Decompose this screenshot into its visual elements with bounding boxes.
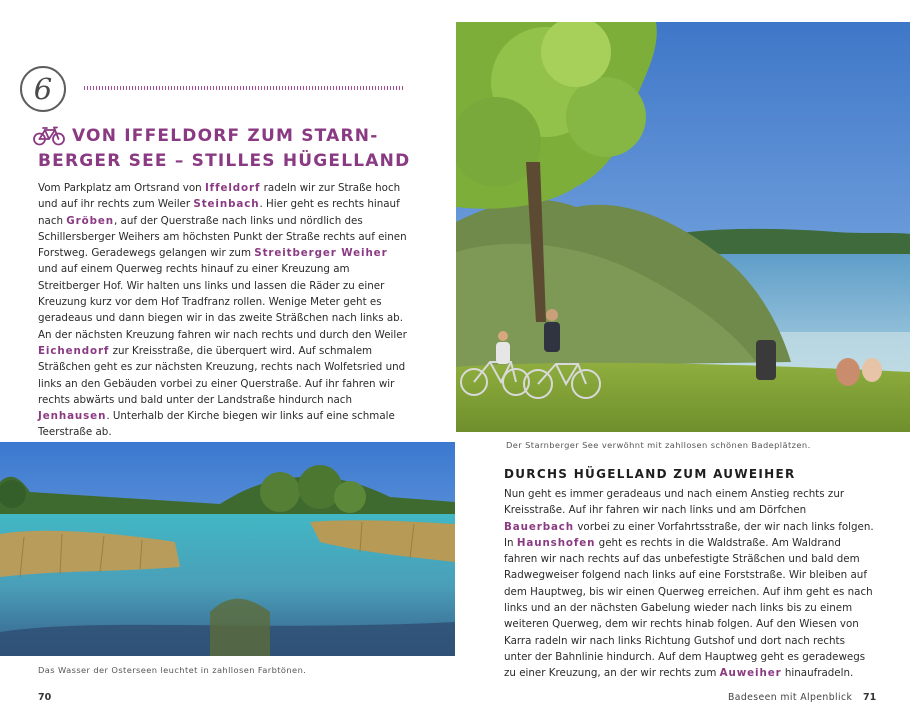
place-name: Gröben — [66, 214, 114, 227]
running-head: Badeseen mit Alpenblick — [728, 692, 853, 703]
place-name: Steinbach — [193, 198, 260, 211]
text-run: zur Kreisstraße, die überquert wird. Auf schmalem Sträßchen geht es zur nächsten Kreuzung, rechts nach Wolfetsried und links an den Gebäuden vorbei zu einer Querstraße. Auf ihr fahren wir rechts abwärts und bald unter der Landstraße hindurch nach — [38, 344, 406, 406]
place-name: Streitberger Weiher — [254, 247, 388, 260]
chapter-title-block — [32, 124, 432, 174]
place-name: Eichendorf — [38, 344, 110, 357]
text-run: radeln wir zur Straße hoch und auf ihr rechts zum Weiler — [38, 182, 401, 211]
chapter-number: 6 — [33, 72, 53, 106]
place-name: Bauerbach — [504, 520, 575, 533]
photo-starnberger-see — [456, 22, 910, 432]
page-number-left: 70 — [38, 692, 52, 703]
text-run: Vom Parkplatz am Ortsrand von — [38, 182, 205, 194]
text-run: vorbei zu einer Vorfahrtsstraße, der wir nach links folgen. In — [504, 520, 874, 549]
caption-osterseen: Das Wasser der Osterseen leuchtet in zahllosen Farbtönen. — [38, 665, 307, 675]
chapter-title — [32, 124, 432, 174]
photo-osterseen — [0, 442, 455, 656]
left-body-text — [38, 180, 408, 441]
bicycle-icon — [32, 126, 66, 146]
right-body-text — [504, 486, 874, 682]
chapter-number-badge — [20, 66, 66, 112]
text-run: , auf der Querstraße nach links und nördlich des Schillersberger Weihers am höchsten Punkt der Straße rechts auf einen Forstweg. Geradewegs gelangen wir zum — [38, 214, 407, 260]
place-name: Auweiher — [719, 667, 782, 680]
text-run: hinaufradeln. — [781, 667, 854, 680]
place-name: Haunshofen — [516, 536, 596, 549]
chapter-title-line-2: BERGER SEE – STILLES HÜGELLAND — [38, 151, 411, 171]
place-name: Iffeldorf — [204, 182, 261, 194]
place-name: Jenhausen — [38, 410, 107, 423]
text-run: und auf einem Querweg rechts hinauf zu einer Kreuzung am Streitberger Hof. Wir halten uns links und lassen die Räder zu einer Kreuzung kurz vor dem Hof Tradfranz rollen. Wenige Meter geht es geradeaus und dann biegen wir in das zweite Sträßchen nach links ab. An der nächsten Kreuzung fahren wir nach rechts und durch den Weiler — [38, 263, 407, 341]
text-run: geht es rechts in die Waldstraße. Am Waldrand fahren wir nach rechts auf das unbefestigte Sträßchen und bald dem Radwegweiser folgend nach links auf eine Forststraße. Wir bleiben auf dem Hauptweg, bis wir einen Querweg erreichen. Auf ihm geht es nach links und an der nächsten Gabelung wieder nach links bis zu einem weiteren Querweg, dem wir rechts hinab folgen. Auf den Wiesen von Karra radeln wir nach links Richtung Gutshof und dort nach rechts unter der Bahnlinie hindurch. Auf dem Hauptweg geht es geradewegs zu einer Kreuzung, an der wir rechts zum — [504, 536, 873, 680]
caption-starnberger-see: Der Starnberger See verwöhnt mit zahllosen schönen Badeplätzen. — [506, 440, 811, 450]
chapter-title-line-1: VON IFFELDORF ZUM STARN- — [72, 126, 379, 146]
text-run: Nun geht es immer geradeaus und nach einem Anstieg rechts zur Kreisstraße. Auf ihr fahren wir nach links und am Dörfchen — [504, 488, 845, 517]
decorative-rule — [84, 86, 404, 90]
text-run: . Unterhalb der Kirche biegen wir links auf eine schmale Teerstraße ab. — [38, 410, 395, 439]
page-number-right: 71 — [863, 692, 877, 703]
section-heading: DURCHS HÜGELLAND ZUM AUWEIHER — [504, 467, 796, 481]
text-run: . Hier geht es rechts hinauf nach — [38, 198, 400, 227]
